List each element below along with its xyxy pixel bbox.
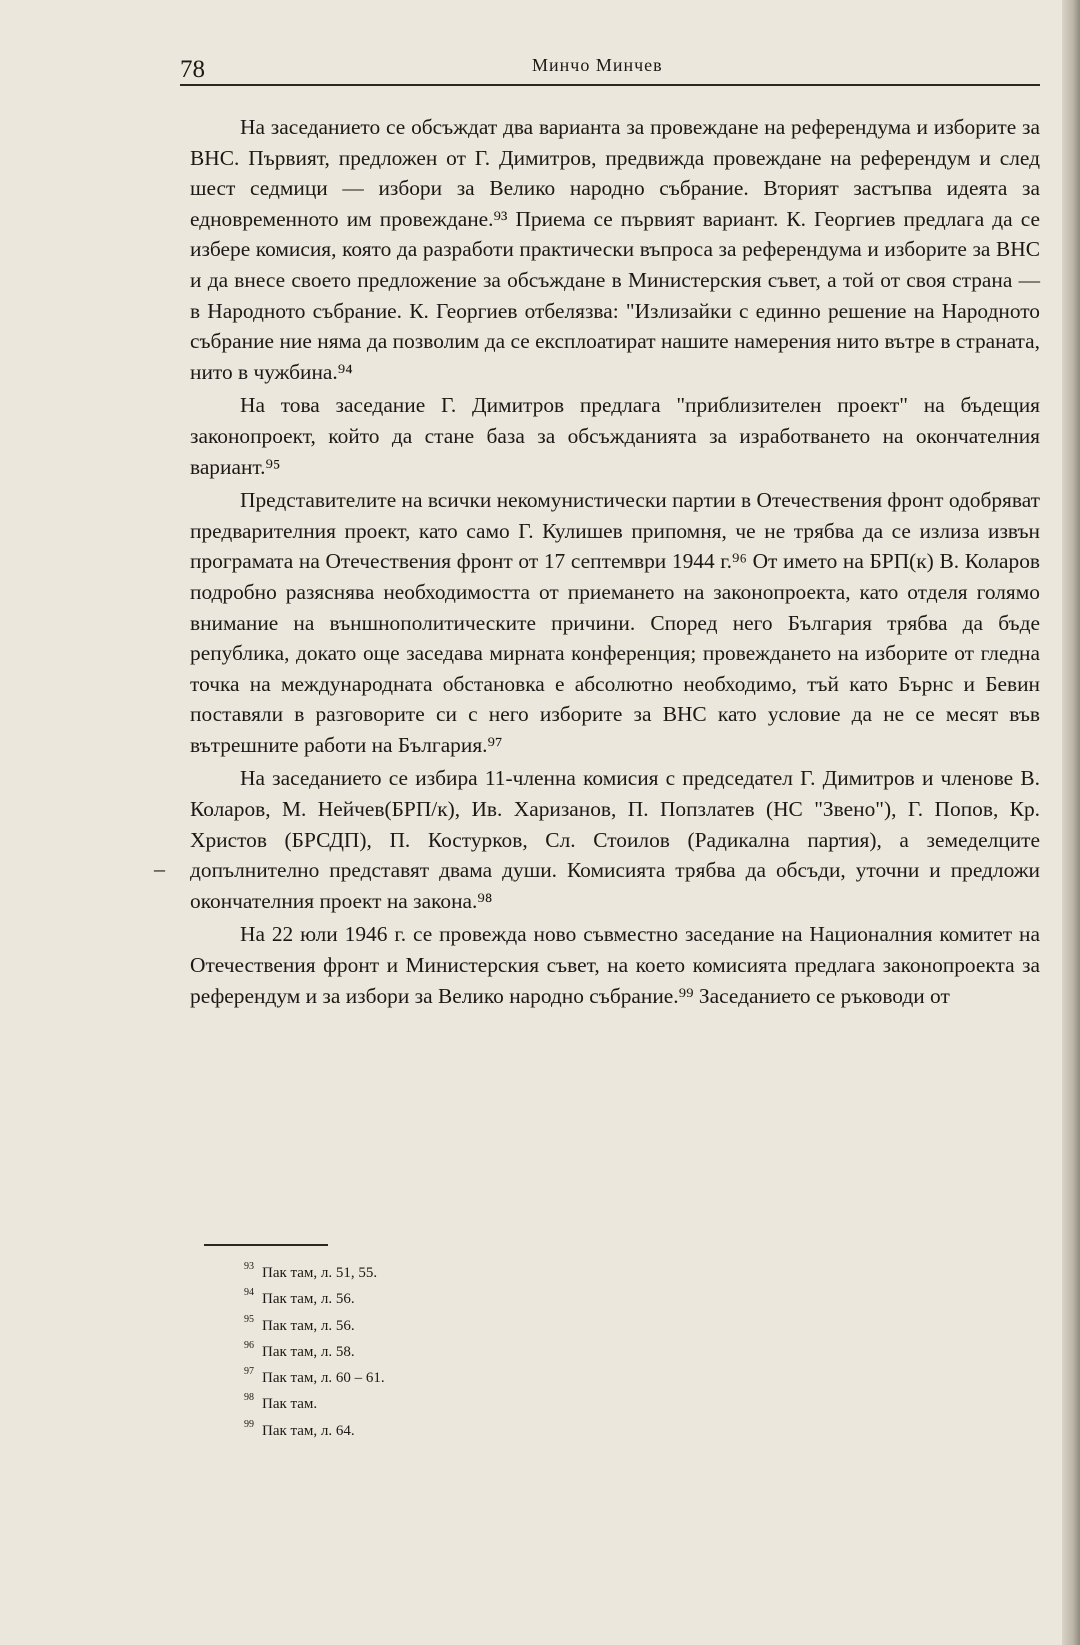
- footnote: [244, 1391, 662, 1417]
- footnote: [244, 1260, 662, 1286]
- margin-dash-mark: –: [154, 856, 165, 881]
- footnote-text: Пак там, л. 58.: [262, 1343, 355, 1360]
- footnote-number: 98: [244, 1392, 254, 1404]
- footnote-number: 97: [244, 1366, 254, 1378]
- paragraph: На това заседание Г. Димитров предлага "приблизителен проект" на бъдещия законопроект, който да стане база за обсъжданията за изработването на окончателния вариант.⁹⁵: [190, 393, 1040, 479]
- page-number: 78: [180, 56, 205, 83]
- footnote-text: Пак там, л. 51, 55.: [262, 1265, 378, 1281]
- footnote-number: 94: [244, 1287, 254, 1299]
- running-title: Минчо Минчев: [532, 55, 663, 75]
- footnote-rule: [204, 1244, 328, 1246]
- footnote-number: 93: [244, 1261, 254, 1272]
- footnote-number: 99: [244, 1418, 254, 1430]
- paragraph: На заседанието се обсъждат два варианта за провеждане на референдума и изборите за ВНС. Първият, предложен от Г. Димитров, предвижда провеждане на референдум и след шест седмици — избори за Велико народно събрание. Вторият застъпва идеята за едновременното им провеждане.⁹³ Приема се първият вариант. К. Георгиев предлага да се избере комисия, която да разработи практически въпроса за референдума и изборите за ВНС и да внесе своето предложение за обсъждане в Министерския съвет, а той от своя страна — в Народното събрание. К. Георгиев отбелязва: "Излизайки с единно решение на Народното събрание ние няма да позволим да се експлоатират нашите намерения нито вътре в страната, нито в чужбина.⁹⁴: [190, 115, 1040, 384]
- page-header: [180, 48, 1040, 82]
- paragraph: На 22 юли 1946 г. се провежда ново съвместно заседание на Националния комитет на Отечествения фронт и Министерския съвет, на което комисията предлага законопроекта за референдум и за избори за Велико народно събрание.⁹⁹ Заседанието се ръководи от: [190, 922, 1040, 1008]
- footnote-text: Пак там, л. 64.: [262, 1422, 355, 1439]
- footnote-text: Пак там, л. 56.: [262, 1291, 355, 1308]
- paragraph: На заседанието се избира 11-членна комисия с председател Г. Димитров и членове В. Коларов, М. Нейчев(БРП/к), Ив. Харизанов, П. Попзлатев (НС "Звено"), Г. Попов, Кр. Христов (БРСДП), П. Костурков, Сл. Стоилов (Радикална партия), а земеделците допълнително представят двама души. Комисията трябва да обсъди, уточни и предложи окончателния проект на закона.⁹⁸: [190, 766, 1040, 913]
- paragraph: Представителите на всички некомунистически партии в Отечествения фронт одобряват предварителния проект, като само Г. Кулишев припомня, че не трябва да се излиза извън програмата на Отечествения фронт от 17 септември 1944 г.⁹⁶ От името на БРП(к) В. Коларов подробно разяснява необходимостта от приемането на законопроекта, като отделя голямо внимание на външнополитическите причини. Според него България трябва да бъде република, докато още заседава мирната конференция; провеждането на изборите от гледна точка на международната обстановка е абсолютно необходимо, тъй като Бърнс и Бевин поставяли в разговорите си с него изборите за ВНС като условие да не се месят във вътрешните работи на България.⁹⁷: [190, 488, 1041, 757]
- footnote: [244, 1418, 662, 1444]
- footnote: [244, 1286, 662, 1312]
- footnote: [244, 1365, 662, 1391]
- body-text: [190, 112, 1040, 1014]
- page-edge-shadow: [1062, 0, 1080, 1645]
- footnote-number: 96: [244, 1339, 254, 1351]
- footnote-text: Пак там, л. 56.: [262, 1317, 355, 1334]
- header-rule: [180, 84, 1040, 86]
- footnote: [244, 1313, 662, 1339]
- footnote-text: Пак там.: [262, 1396, 318, 1413]
- footnote-text: Пак там, л. 60 – 61.: [262, 1370, 385, 1387]
- footnote-number: 95: [244, 1313, 254, 1325]
- footnotes: [244, 1260, 662, 1444]
- footnote: [244, 1339, 662, 1365]
